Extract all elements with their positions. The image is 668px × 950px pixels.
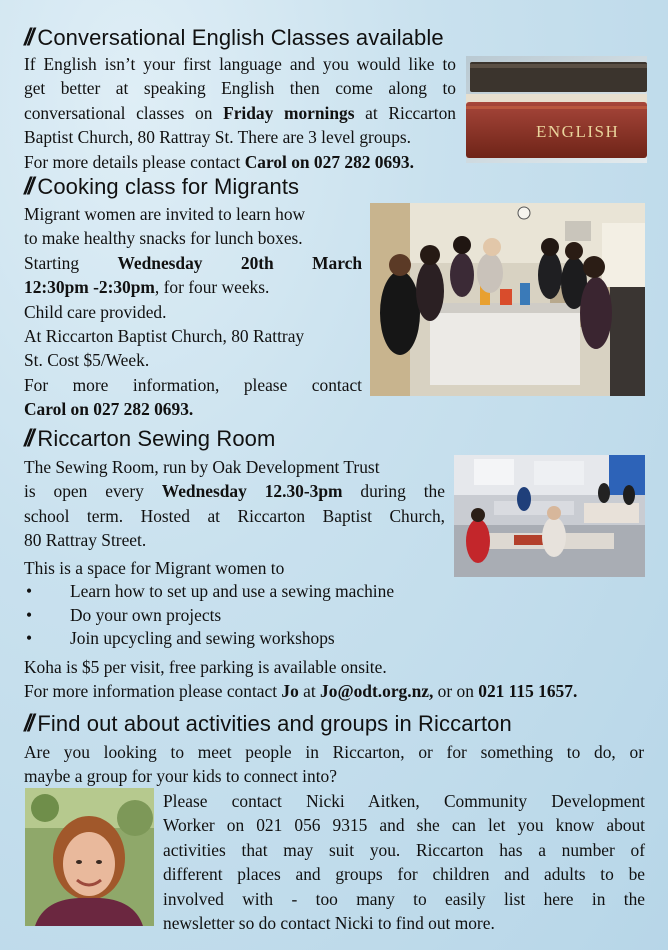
heading-english-classes: // Conversational English Classes available (24, 24, 444, 51)
book-spine-label: ENGLISH (536, 122, 620, 141)
double-slash-icon: // (24, 24, 32, 51)
list-item: • Join upcycling and sewing workshops (24, 627, 454, 651)
sewing-koha-text: Koha is $5 per visit, free parking is available onsite. For more information please contact Jo at Jo@odt.org.nz, or on 021 115 1657. (24, 657, 578, 702)
sewing-room-text: The Sewing Room, run by Oak Development Trust is open every Wednesday 12.30-3pm during the school term. Hosted at Riccarton Baptist Church, 80 Rattray Street. (24, 457, 445, 551)
cooking-class-text: Migrant women are invited to learn how to make healthy snacks for lunch boxes. Starting Wednesday 20th March 12:30pm -2:30pm, for four weeks. Child care provided. At Riccarton Baptist Church, 80 Rattray St. Cost $5/Week. For more information, please contact Carol on 027 282 0693. (24, 204, 363, 420)
heading-cooking-class: // Cooking class for Migrants (24, 173, 300, 200)
cooking-class-photo (370, 203, 645, 396)
heading-sewing-room: // Riccarton Sewing Room (24, 425, 276, 452)
activities-intro: Are you looking to meet people in Riccarton, or for something to do, or maybe a group for your kids to connect into? (24, 742, 644, 787)
sewing-intro: This is a space for Migrant women to (24, 558, 285, 578)
english-classes-text: If English isn’t your first language and you would like to get better at speaking English then come along to conversational classes on Friday mornings at Riccarton Baptist Church, 80 Rattray St. There are 3 level groups. For more details please contact Carol on 027 282 0693. (24, 54, 456, 172)
double-slash-icon: // (24, 425, 32, 452)
sewing-room-photo (454, 455, 645, 577)
nicki-aitken-photo (25, 788, 154, 926)
sewing-bullet-list (24, 580, 454, 651)
activities-contact-text: Please contact Nicki Aitken, Community Development Worker on 021 056 9315 and she can let you know about activities that may suit you. Riccarton has a number of different places and groups for children and adults to be involved with - too many to easily list here in the newsletter so do contact Nicki to find out more. (163, 791, 645, 934)
list-item: • Do your own projects (24, 604, 454, 628)
double-slash-icon: // (24, 173, 32, 200)
list-item: • Learn how to set up and use a sewing machine (24, 580, 454, 604)
double-slash-icon: // (24, 710, 32, 737)
heading-activities: // Find out about activities and groups in Riccarton (24, 710, 512, 737)
english-books-photo (466, 56, 647, 163)
